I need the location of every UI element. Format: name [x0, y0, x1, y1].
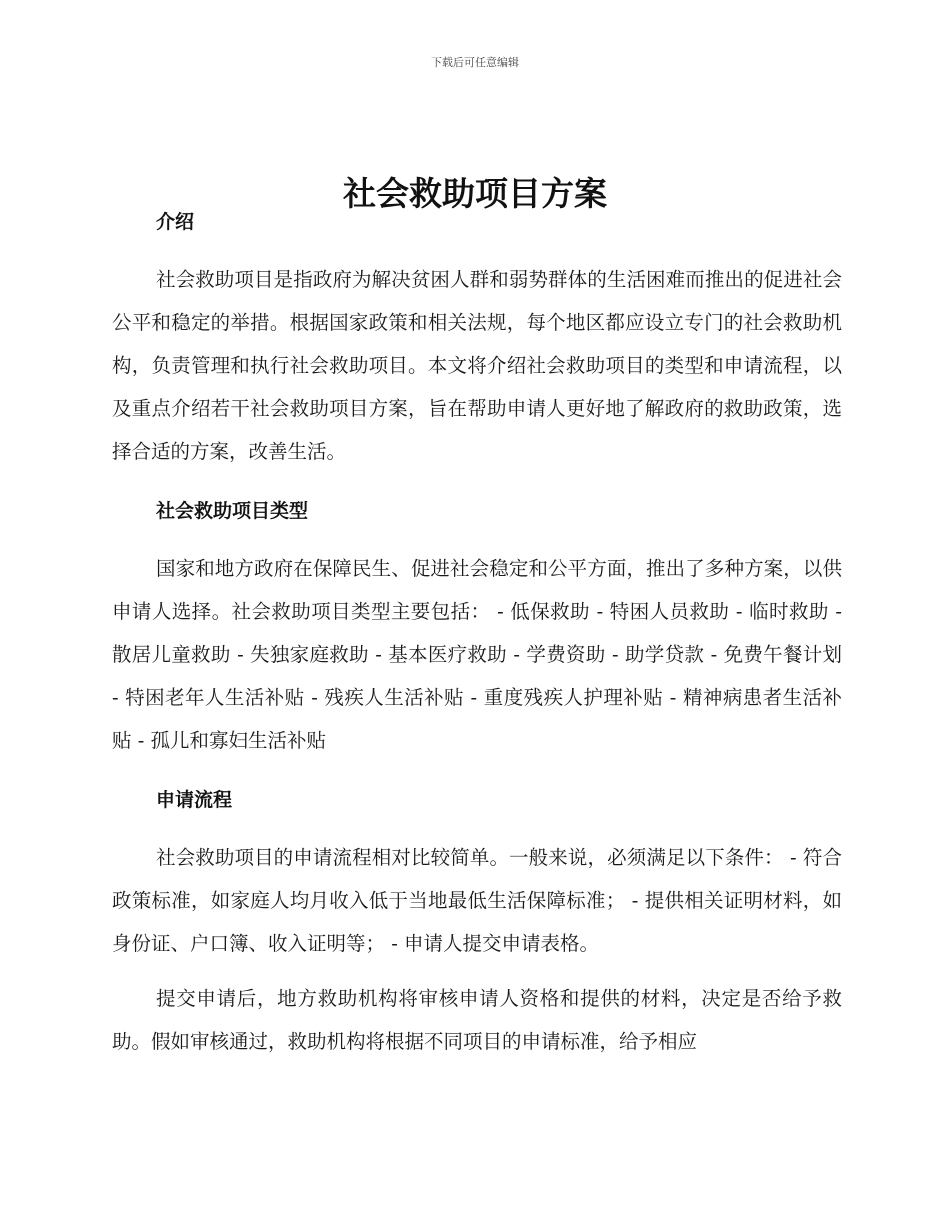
section-heading-types: 社会救助项目类型 [156, 500, 309, 522]
section-heading-process: 申请流程 [156, 789, 233, 811]
paragraph-process-conditions: 社会救助项目的申请流程相对比较简单。一般来说，必须满足以下条件： - 符合政策标准，如家庭人均月收入低于当地最低生活保障标准； - 提供相关证明材料，如身份证、户口簿、收入证明等； - 申请人提交申请表格。 [112, 846, 842, 955]
paragraph-intro: 社会救助项目是指政府为解决贫困人群和弱势群体的生活困难而推出的促进社会公平和稳定的举措。根据国家政策和相关法规，每个地区都应设立专门的社会救助机构，负责管理和执行社会救助项目。本文将介绍社会救助项目的类型和申请流程，以及重点介绍若干社会救助项目方案，旨在帮助申请人更好地了解政府的救助政策，选择合适的方案，改善生活。 [112, 268, 842, 463]
section-heading-intro: 介绍 [156, 211, 195, 233]
document-body [112, 200, 842, 1063]
paragraph-process-review: 提交申请后，地方救助机构将审核申请人资格和提供的材料，决定是否给予救助。假如审核通过，救助机构将根据不同项目的申请标准，给予相应 [112, 987, 842, 1053]
paragraph-types: 国家和地方政府在保障民生、促进社会稳定和公平方面，推出了多种方案，以供申请人选择。社会救助项目类型主要包括： - 低保救助 - 特困人员救助 - 临时救助 - 散居儿童救助 - 失独家庭救助 - 基本医疗救助 - 学费资助 - 助学贷款 - 免费午餐计划 - 特困老年人生活补贴 - 残疾人生活补贴 - 重度残疾人护理补贴 - 精神病患者生活补贴 - 孤儿和寡妇生活补贴 [112, 557, 842, 752]
document-title: 社会救助项目方案 [343, 174, 607, 214]
header-note: 下载后可任意编辑 [431, 56, 519, 69]
